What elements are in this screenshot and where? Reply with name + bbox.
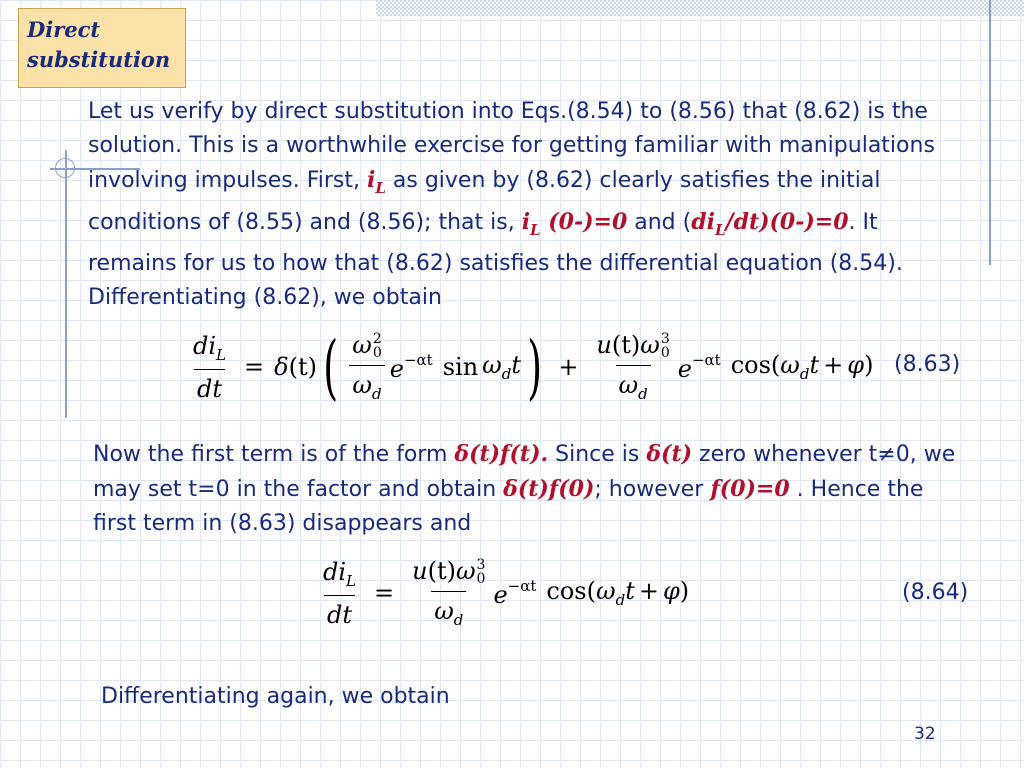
initial-condition-2 xyxy=(691,209,849,239)
p2-symbol-1: δ(t)f(t). xyxy=(454,441,549,467)
eq63-cos-term: $\cos(\omega_dt + \varphi)$ xyxy=(730,351,874,383)
p2-text-2: Since is xyxy=(548,442,647,467)
eq63-frac2-num: u(t)ω 3 0 xyxy=(596,330,670,362)
equation-8-63 xyxy=(185,322,873,412)
cond2-sub: L xyxy=(714,221,726,239)
eq63-exp2: $e^{-\alpha t}$ xyxy=(677,351,721,383)
eq63-sin: sin xyxy=(442,353,479,381)
eq64-lhs-den: dt xyxy=(324,595,355,629)
right-vertical-line xyxy=(989,0,991,265)
p1-text-3: and ( xyxy=(627,210,692,235)
p2-text-3: zero whenever t≠0, we may set t=0 in the factor and obtain xyxy=(93,442,956,502)
p2-symbol-4: f(0)=0 xyxy=(710,476,790,502)
eq63-exp1: $e^{-\alpha t}$ xyxy=(389,351,433,383)
equation-8-64 xyxy=(315,548,689,638)
initial-condition-1 xyxy=(521,209,628,239)
p1-text-2: as given by (8.62) clearly satisfies the initial conditions of (8.55) and (8.56); that is, xyxy=(88,168,881,235)
paragraph-2 xyxy=(93,437,973,541)
p2-text-1: Now the first term is of the form xyxy=(93,442,455,467)
eq64-equals: = xyxy=(374,579,395,607)
p2-symbol-2: δ(t) xyxy=(646,441,693,467)
equation-number-8-63: (8.63) xyxy=(894,352,961,377)
eq64-frac xyxy=(409,557,488,630)
iL-i: i xyxy=(366,167,376,193)
eq64-frac-den: $\omega_d$ xyxy=(431,591,466,629)
paragraph-3: Differentiating again, we obtain xyxy=(101,684,450,709)
eq63-frac2-den: $\omega_d$ xyxy=(616,365,651,403)
eq64-frac-num: u(t)ω 3 0 xyxy=(412,556,486,588)
eq63-frac1-num: ω 2 0 xyxy=(352,330,382,362)
eq63-omega-d: $\omega_dt$ xyxy=(482,351,521,383)
slide-title xyxy=(18,8,186,88)
p1-text-1: Let us verify by direct substitution into Eqs.(8.54) to (8.56) that (8.62) is the solution. This is a worthwhile exercise for getting familiar with manipulations involving impulses. First, xyxy=(88,99,935,193)
p2-symbol-3: δ(t)f(0) xyxy=(503,476,595,502)
eq63-lhs-num: $di_L$ xyxy=(193,331,227,364)
cond1-sub: L xyxy=(530,221,541,239)
decorative-circle xyxy=(55,158,75,178)
eq64-cos-term: $\cos(\omega_dt + \varphi)$ xyxy=(546,577,690,609)
eq63-equals: = xyxy=(244,353,265,381)
title-line-1: Direct xyxy=(27,17,101,42)
eq63-frac1 xyxy=(349,331,385,404)
eq63-open-paren: ( xyxy=(323,326,339,408)
eq63-delta: δ xyxy=(274,353,289,381)
p1-text-4: . It remains for us to how that (8.62) satisfies the differential equation (8.54). Differentiating (8.62), we obtain xyxy=(88,210,903,310)
iL-sub: L xyxy=(375,179,386,197)
eq63-frac1-den: $\omega_d$ xyxy=(349,365,384,403)
p2-text-5: . Hence the first term in (8.63) disappears and xyxy=(93,477,924,536)
eq64-lhs-num: $di_L$ xyxy=(323,557,357,590)
eq63-frac2 xyxy=(593,331,672,404)
cond1-rest: (0-)=0 xyxy=(540,209,628,235)
title-line-2: substitution xyxy=(27,47,171,72)
eq63-close-paren: ) xyxy=(527,326,543,408)
page-number: 32 xyxy=(914,724,936,744)
cond1-i: i xyxy=(521,209,531,235)
eq64-exp: $e^{-\alpha t}$ xyxy=(493,577,537,609)
eq64-lhs-fraction xyxy=(320,558,359,629)
equation-number-8-64: (8.64) xyxy=(902,580,969,605)
eq63-t-arg: (t) xyxy=(288,353,317,381)
eq63-lhs-fraction xyxy=(190,332,229,403)
cond2-b: /dt)(0-)=0 xyxy=(725,209,849,235)
cond2-a: di xyxy=(691,209,715,235)
eq63-plus: + xyxy=(558,353,579,381)
top-decorative-strip xyxy=(376,0,1024,16)
p2-text-4: ; however xyxy=(594,477,711,502)
paragraph-1 xyxy=(88,95,968,315)
left-vertical-line xyxy=(65,150,67,418)
eq63-lhs-den: dt xyxy=(194,369,225,403)
iL-symbol xyxy=(366,167,386,197)
